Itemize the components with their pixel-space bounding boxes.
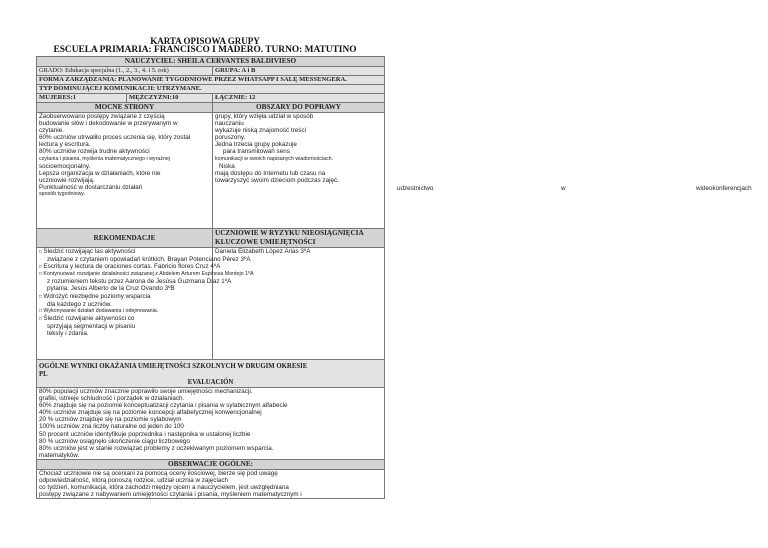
strengths-line: sposób tygodniowy. [39,191,86,198]
improvement-line: komunikacji w swoich napisanych wiadomościach. [215,155,334,162]
recommendation-item: □ Wdrożyć niezbędne poziomy wsparcia [39,293,210,301]
improvement-line: nauczaniu [215,120,244,128]
document-title: KARTA OPISOWA GRUPY [150,36,260,46]
management-row: FORMA ZARZĄDZANIA: PLANOWANIE TYGODNIOWE PRZEZ WHATSAPP I SALĘ MESSENGERA. [37,76,385,85]
strengths-cell [37,113,213,229]
results-cell [37,388,385,460]
improvement-cell [213,113,385,229]
recommendation-item: dla każdego z uczniów. [47,300,112,308]
strengths-line: 60% uczniów utrwaliło proces uczenia się, który został [39,134,191,142]
observations-heading: OBSERWACJE OGÓLNE: [37,459,385,469]
result-line: 100% uczniów zna liczby naturalne od jeden do 100 [39,423,184,431]
results-heading: OGÓLNE WYNIKI OKAŻANIA UMIEJĘTNOŚCI SZKOLNYCH W DRUGIM OKRESIE [39,363,308,370]
observation-line: postępy związane z nabywaniem umiejętności czytania i pisania, myśleniem matematycznym i [39,491,302,499]
strengths-heading: MOCNE STRONY [37,103,213,113]
recommendation-item: □ Escritura y lectura de oraciones cortas. Fabricio flores Cruz 4ºA [39,263,210,271]
group-cell: GRUPA: A i B [213,67,385,76]
group-card-table [36,56,385,499]
strengths-line: socioemocjonalny. [39,162,91,170]
risk-heading: UCZNIOWIE W RYZYKU NIEOSIĄGNIĘCIA KLUCZOWE UMIEJĘTNOŚCI [213,229,385,248]
risk-students-cell [213,248,385,360]
strengths-line: Zaobserwowano postępy związane z częścią [39,113,165,120]
improvement-line: wykazuje niską znajomość treści [215,127,306,135]
improvement-heading: OBSZARY DO POPRAWY [213,103,385,113]
strengths-line: czytanie. [39,127,64,135]
women-count: MUJERES:1 [37,94,127,103]
strengths-line: czytania i pisania, myślenia matematycznego i wyrażnej [39,155,171,162]
overflow-word: w [561,185,566,192]
improvement-line: Jedna trzecia grupy pokazuje [215,141,297,149]
result-line: grafiki, istnieje schludność i porządek w działaniach. [39,395,185,403]
recommendation-item: □ Wykonywanie działań dodawania i odejmowania. [39,308,210,315]
strengths-line: budowanie słów i dekodowanie w przerywanym w [39,120,178,128]
result-line: 40% uczniów znajduje się na poziomie koncepcji alfabetycznej konwencjonalnej [39,409,262,417]
strengths-line: lectura y escritura. [39,141,91,149]
observation-line: Chociaż uczniowie nie są oceniani za pomocą oceny ilościowej, bierze się pod uwagę [39,469,278,477]
recommendation-item: z rozumieniem tekstu przez Aarona de Jesúsa Guzmana Díaz 1ºA [47,278,232,286]
recommendation-item: związane z czytaniem opowiadań krótkich. Brayan Potenciano Pérez 3ºA [47,256,251,264]
improvement-line: towarzyszyć swoim dzieciom podczas zajęć. [215,176,339,184]
improvement-line: grupy, który wzięła udział w sposób [215,113,314,120]
result-line: 50 procent uczniów identyfikuje poprzednika i następnika w ustalonej liczbie [39,430,251,438]
recommendation-item: □ Śledzić rozwijając las aktywności [39,248,210,256]
improvement-line: mają dostępu do Internetu lub czasu na [215,169,326,177]
result-line: matematyków. [39,451,80,459]
teacher-row: NAUCZYCIEL: SHEILA CERVANTES BALDIVIESO [37,57,385,67]
school-name: ESCUELA PRIMARIA: FRANCISCO I MADERO. TURNO: MATUTINO [53,45,357,55]
improvement-line: poruszony. [215,134,246,142]
recommendations-cell [37,248,254,360]
result-line: 80% populacji uczniów znacznie poprawiło swoje umiejętności mechanizacji. [39,388,253,395]
result-line: 60% znajduje się na poziomie konceptualizacji czytania i pisania w sylabicznym alfabecie [39,402,288,410]
total-count: ŁĄCZNIE: 12 [213,94,385,103]
risk-student: Daniela Elizabeth López Arias 3ºA [215,248,311,255]
recommendation-item: □ Kontynuować rozwijanie działalności związanej z Abdelem Arturem Espinosa Montejo 1ºA [39,271,210,278]
result-line: 80 % uczniów osiągnęło ukończenie ciągu liczbowego [39,437,190,445]
evaluation-heading: EVALUACIÓN [187,379,234,386]
observation-line: co tydzień, komunikacja, która zachodzi między ojcem a nauczycielem, jest uwzględniana [39,484,289,492]
recommendation-item: sprzyjają segmentacji w pisaniu [47,322,136,330]
grade-cell: GRADO: Edukacja specjalna (1., 2., 3., 4. i 5. rok) [37,67,213,76]
results-heading-cell [37,360,385,388]
observation-line: odpowiedzialność, którą ponoszą rodzice, udział ucznia w zajęciach [39,477,229,485]
recommendation-item: teksty i zdania. [47,330,89,338]
improvement-line: para transmitowań sens [223,148,290,156]
recommendations-heading: REKOMENDACJE [37,229,213,248]
recommendation-item: pytania. Jesús Alberto de la Cruz Ovando 3ºB [47,285,175,293]
men-count: MĘŻCZYŹNI:10 [127,94,213,103]
strengths-line: Punktualność w dostarczaniu działań [39,183,143,191]
overflow-word: wideokonferencjach [696,185,752,192]
communication-row: TYP DOMINUJĄCEJ KOMUNIKACJI: UTRZYMANE. [37,85,385,94]
results-heading-suffix: PL [39,371,48,378]
strengths-line: Lepsza organizacja w działaniach, które nie [39,169,161,177]
strengths-line: uczniowie rozwijają. [39,176,95,184]
observations-cell [37,469,385,498]
overflow-word: udzestnictwo [397,185,434,192]
result-line: 80% uczniów jest w stanie rozwiązać problemy z oczekiwanym poziomem wsparcia. [39,444,274,452]
strengths-line: 80% uczniów rozwija trudne aktywności [39,148,150,156]
recommendation-item: □ Śledzić rozwijanie aktywności co [39,315,210,323]
improvement-line: Niska [219,162,235,170]
result-line: 20 % uczniów znajduje się na poziomie sylabowym [39,416,182,424]
